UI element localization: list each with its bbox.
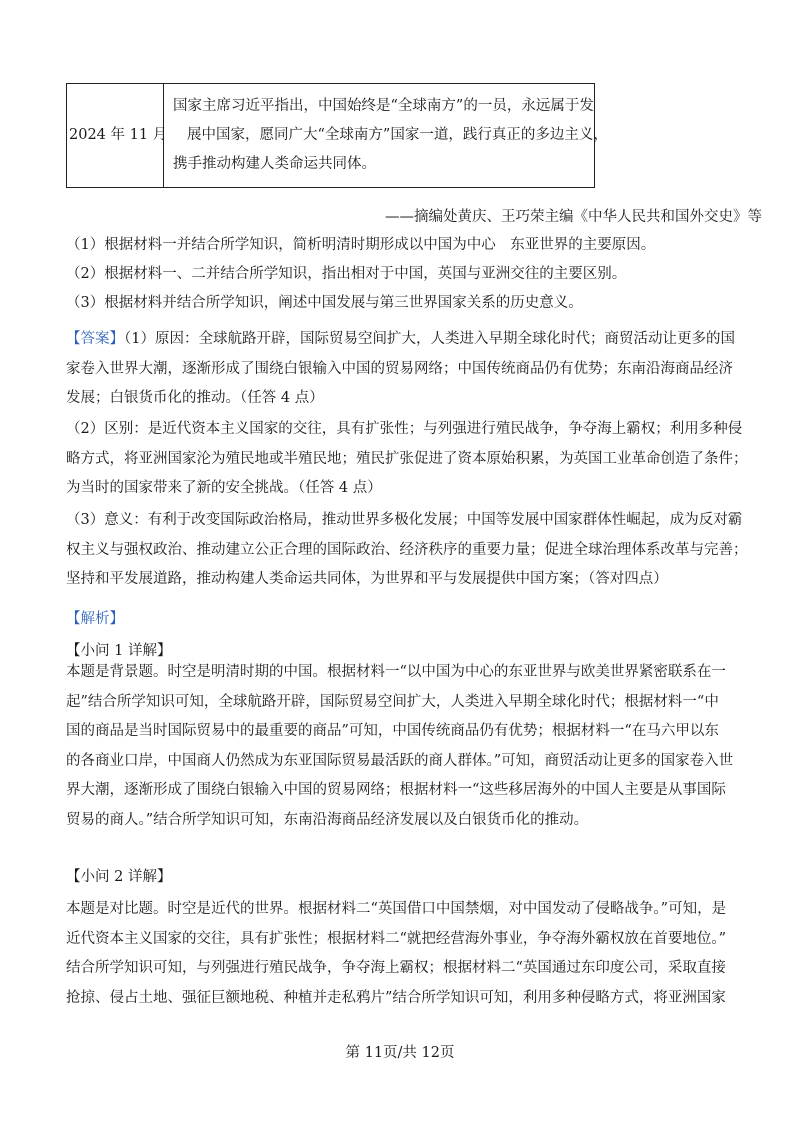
answer-line: 发展；白银货币化的推动。（任答 4 点） bbox=[66, 390, 324, 407]
question-1: （1）根据材料一并结合所学知识，简析明清时期形成以中国为中心 东亚世界的主要原因。 bbox=[66, 237, 656, 253]
sub1-heading: 【小问 1 详解】 bbox=[66, 643, 172, 659]
table-row bbox=[67, 84, 595, 188]
sub2-body bbox=[66, 895, 746, 1013]
content-line: 国家主席习近平指出，中国始终是“全球南方”的一员，永远属于发 bbox=[173, 98, 594, 114]
answer-line: （2）区别：是近代资本主义国家的交往，具有扩张性；与列强进行殖民战争，争夺海上霸权；利用多种侵 bbox=[66, 421, 743, 437]
answer-line: 为当时的国家带来了新的安全挑战。（任答 4 点） bbox=[66, 480, 382, 497]
analysis-line: 近代资本主义国家的交往，具有扩张性；根据材料二“就把经营海外事业，争夺海外霸权放在首要地位。” bbox=[66, 930, 727, 947]
analysis-line: 本题是背景题。时空是明清时期的中国。根据材料一“以中国为中心的东亚世界与欧美世界紧密联系在一 bbox=[66, 664, 726, 680]
question-2: （2）根据材料一、二并结合所学知识，指出相对于中国，英国与亚洲交往的主要区别。 bbox=[66, 266, 627, 282]
analysis-line: 的各商业口岸，中国商人仍然成为东亚国际贸易最活跃的商人群体。”可知，商贸活动让更多的国家卷入世 bbox=[66, 752, 734, 769]
analysis-line: 界大潮，逐渐形成了围绕白银输入中国的贸易网络；根据材料一“这些移居海外的中国人主要是从事国际 bbox=[66, 782, 726, 799]
question-3: （3）根据材料并结合所学知识，阐述中国发展与第三世界国家关系的历史意义。 bbox=[66, 295, 583, 311]
answer-line: 坚持和平发展道路，推动构建人类命运共同体，为世界和平与发展提供中国方案；（答对四点） bbox=[66, 571, 668, 588]
content-cell bbox=[164, 84, 608, 188]
content-line: 展中国家，愿同广大“全球南方”国家一道，践行真正的多边主义， bbox=[187, 127, 608, 143]
answer-line: 略方式，将亚洲国家沦为殖民地或半殖民地；殖民扩张促进了资本原始积累，为英国工业革命创造了条件； bbox=[66, 450, 748, 467]
answer-line: 家卷入世界大潮，逐渐形成了围绕白银输入中国的贸易网络；中国传统商品仍有优势；东南沿海商品经济 bbox=[66, 360, 733, 377]
analysis-line: 本题是对比题。时空是近代的世界。根据材料二“英国借口中国禁烟，对中国发动了侵略战争。”可知，是 bbox=[66, 901, 727, 917]
source-citation: ——摘编处黄庆、王巧荣主编《中华人民共和国外交史》等 bbox=[385, 209, 762, 225]
answer-part-2 bbox=[66, 415, 746, 504]
timeline-table bbox=[66, 83, 608, 188]
answer-line: （1）原因：全球航路开辟，国际贸易空间扩大，人类进入早期全球化时代；商贸活动让更多的国 bbox=[124, 331, 735, 347]
sub1-body bbox=[66, 658, 746, 836]
analysis-line: 国的商品是当时国际贸易中的最重要的商品”可知，中国传统商品仍有优势；根据材料一“在马六甲以东 bbox=[66, 723, 719, 740]
answer-part-1 bbox=[66, 325, 746, 414]
analysis-line: 起”结合所学知识可知，全球航路开辟，国际贸易空间扩大，人类进入早期全球化时代；根据材料一“中 bbox=[66, 693, 719, 710]
questions bbox=[66, 231, 746, 318]
page-number: 第 11页/共 12页 bbox=[345, 1045, 455, 1061]
analysis-line: 贸易的商人。”结合所学知识可知，东南沿海商品经济发展以及白银货币化的推动。 bbox=[66, 811, 589, 828]
analysis-line: 抢掠、侵占土地、强征巨额地税、种植并走私鸦片”结合所学知识可知，利用多种侵略方式，将亚洲国家 bbox=[66, 989, 726, 1006]
content-line: 携手推动构建人类命运共同体。 bbox=[173, 156, 376, 172]
analysis-line: 结合所学知识可知，与列强进行殖民战争，争夺海上霸权；根据材料二“英国通过东印度公司，采取直接 bbox=[66, 960, 726, 977]
answer-line: 权主义与强权政治、推动建立公正合理的国际政治、经济秩序的重要力量；促进全球治理体系改革与完善； bbox=[66, 541, 748, 558]
answer-part-3 bbox=[66, 506, 746, 595]
answer-line: （3）意义：有利于改变国际政治格局，推动世界多极化发展；中国等发展中国家群体性崛起，成为反对霸 bbox=[66, 512, 743, 528]
sub2-heading: 【小问 2 详解】 bbox=[66, 869, 172, 885]
date-cell: 2024 年 11 月 bbox=[67, 84, 164, 188]
answer-tag: 【答案】 bbox=[66, 331, 124, 347]
analysis-tag: 【解析】 bbox=[66, 611, 124, 627]
